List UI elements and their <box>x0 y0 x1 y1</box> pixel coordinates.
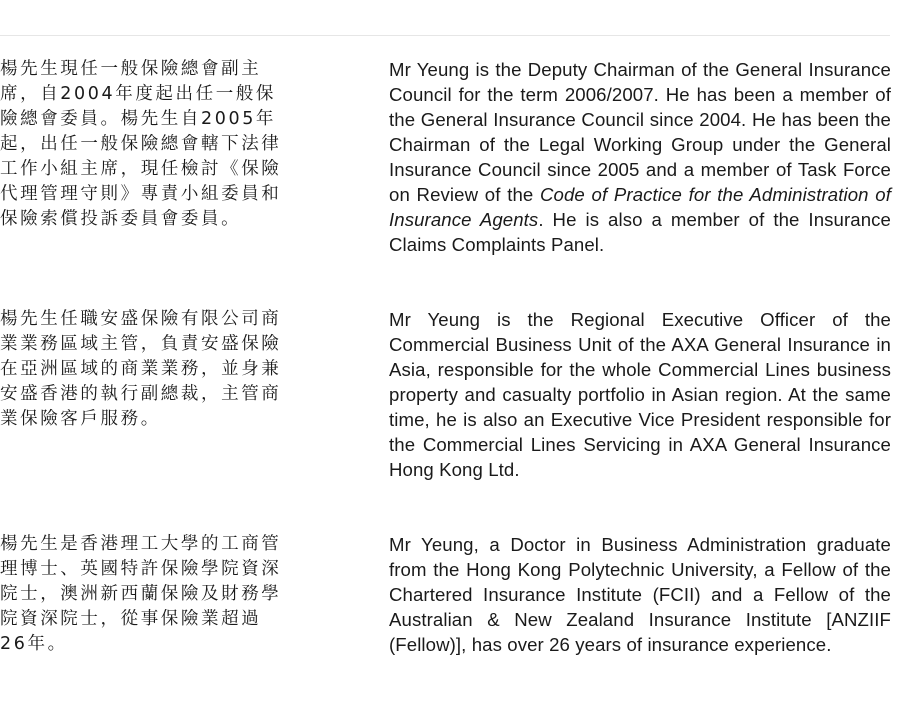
english-text-end: . He is also a member of the Insurance Claims Complaints Panel. <box>389 209 891 255</box>
chinese-paragraph: 楊先生現任一般保險總會副主 席，自2004年度起出任一般保 險總會委員。楊先生自2005年 起，出任一般保險總會轄下法律 工作小組主席，現任檢討《保險 代理管理守則》專責小組委員和 保險索償投訴委員會委員。 <box>0 59 282 229</box>
chinese-paragraph: 楊先生是香港理工大學的工商管 理博士、英國特許保險學院資深 院士，澳洲新西蘭保險及財務學 院資深院士，從事保險業超過 26年。 <box>0 534 282 654</box>
top-divider <box>0 35 890 36</box>
english-text: Mr Yeung is the Deputy Chairman of the General Insurance Council for the term 2006/2007. He has been a member of the General Insurance Council since 2004. He has been the Chairman of the Legal Working Group under the General Insurance Council since 2005 and a member of Task Force on Review of the <box>389 59 891 205</box>
english-italic-title: Code of Practice for the Administration of Insurance Agents <box>389 184 891 230</box>
english-paragraph: Mr Yeung is the Regional Executive Officer of the Commercial Business Unit of the AXA General Insurance in Asia, responsible for the whole Commercial Lines business property and casualty portfolio in Asian region. At the same time, he is also an Executive Vice President responsible for the Commercial Lines Servicing in AXA General Insurance Hong Kong Ltd. <box>389 309 891 480</box>
chinese-paragraph: 楊先生任職安盛保險有限公司商 業業務區域主管，負責安盛保險 在亞洲區域的商業業務，並身兼 安盛香港的執行副總裁，主管商 業保險客戶服務。 <box>0 309 282 429</box>
english-paragraph <box>389 57 891 257</box>
english-paragraph: Mr Yeung, a Doctor in Business Administration graduate from the Hong Kong Polytechnic University, a Fellow of the Chartered Insurance Institute (FCII) and a Fellow of the Australian & New Zealand Insurance Institute [ANZIIF (Fellow)], has over 26 years of insurance experience. <box>389 534 891 655</box>
